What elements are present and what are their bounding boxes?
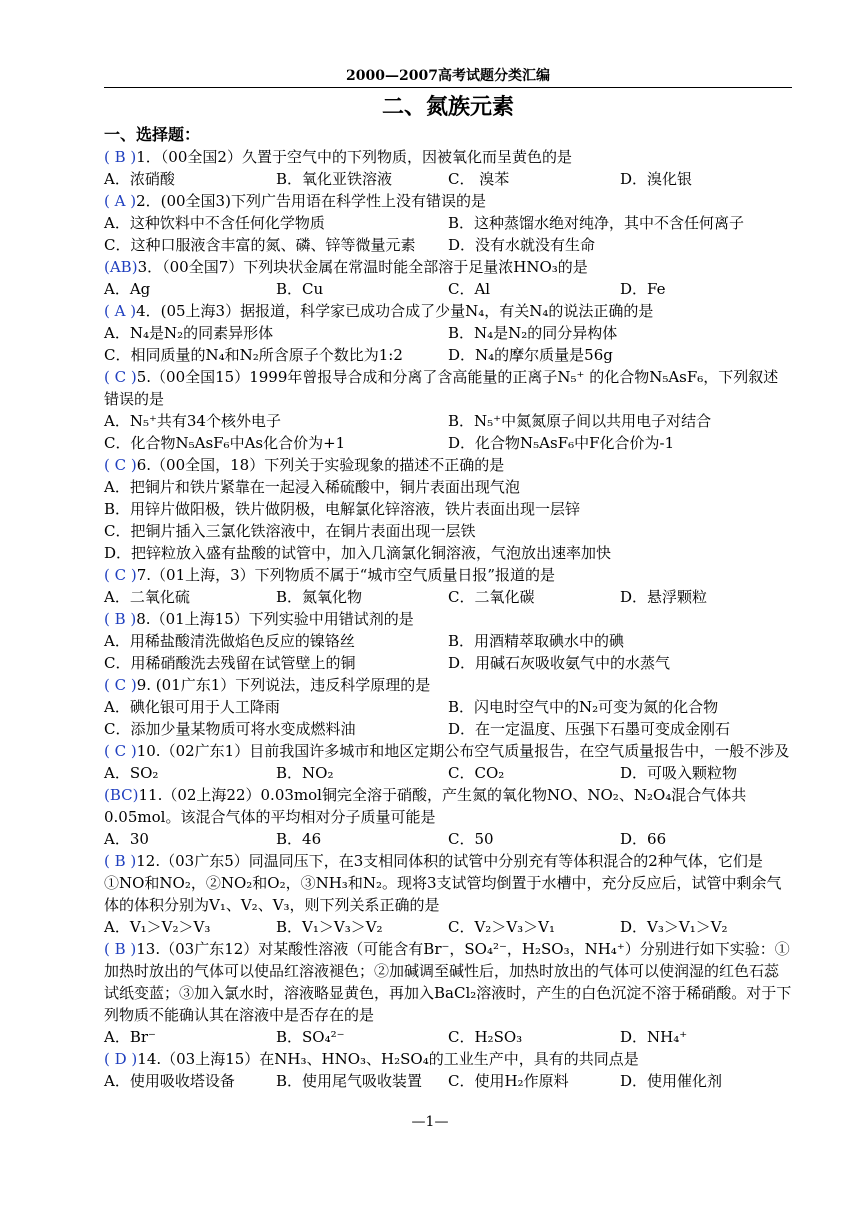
answer-mark: ( D ) — [104, 1050, 138, 1068]
options-row — [104, 652, 792, 674]
question-stem — [104, 850, 792, 916]
question-stem — [104, 366, 792, 410]
answer-mark: ( A ) — [104, 192, 137, 210]
question-item — [104, 608, 792, 674]
answer-mark: (BC) — [104, 786, 139, 804]
question-text: 12.（03广东5）同温同压下，在3支相同体积的试管中分别充有等体积混合的2种气体，它们是①NO和NO₂，②NO₂和O₂，③NH₃和N₂。现将3支试管均倒置于水槽中，充分反应后，试管中剩余气体的体积分别为V₁、V₂、V₃，则下列关系正确的是 — [104, 852, 782, 914]
option: A．用稀盐酸清洗做焰色反应的镍铬丝 — [104, 632, 355, 650]
option: A．N₅⁺共有34个核外电子 — [104, 412, 281, 430]
option: B．闪电时空气中的N₂可变为氮的化合物 — [448, 698, 719, 716]
question-list — [104, 146, 792, 1092]
options-row — [104, 168, 792, 190]
question-stem — [104, 608, 792, 630]
option: A．SO₂ — [104, 764, 159, 782]
option: C．添加少量某物质可将水变成燃料油 — [104, 720, 356, 738]
question-text: 10.（02广东1）目前我国许多城市和地区定期公布空气质量报告，在空气质量报告中，一般不涉及 — [136, 742, 790, 760]
option: C．使用H₂作原料 — [448, 1072, 569, 1090]
options-row — [104, 916, 792, 938]
option: B．用锌片做阳极，铁片做阴极，电解氯化锌溶液，铁片表面出现一层锌 — [104, 500, 581, 518]
options-row — [104, 718, 792, 740]
question-item — [104, 674, 792, 740]
question-item — [104, 1048, 792, 1092]
options-row — [104, 234, 792, 256]
question-stem — [104, 784, 792, 828]
option: B．N₄是N₂的同分异构体 — [448, 324, 618, 342]
question-text: 6.（00全国，18）下列关于实验现象的描述不正确的是 — [136, 456, 505, 474]
question-stem — [104, 256, 792, 278]
option: B．氮氧化物 — [276, 588, 363, 606]
question-text: 11.（02上海22）0.03mol铜完全溶于硝酸，产生氮的氧化物NO、NO₂、N₂O₄混合气体共0.05mol。该混合气体的平均相对分子质量可能是 — [104, 786, 747, 826]
options-row — [104, 498, 792, 520]
question-stem — [104, 454, 792, 476]
options-row — [104, 696, 792, 718]
option: A．N₄是N₂的同素异形体 — [104, 324, 274, 342]
options-row — [104, 586, 792, 608]
question-item — [104, 190, 792, 256]
options-row — [104, 630, 792, 652]
question-text: 4．(05上海3）据报道，科学家已成功合成了少量N₄，有关N₄的说法正确的是 — [136, 302, 654, 320]
option: C．CO₂ — [448, 764, 505, 782]
options-row — [104, 410, 792, 432]
option: C．H₂SO₃ — [448, 1028, 523, 1046]
answer-mark: ( C ) — [104, 368, 137, 386]
option: D．溴化银 — [620, 170, 693, 188]
section-heading: 一、选择题： — [104, 125, 201, 144]
options-row — [104, 278, 792, 300]
question-item — [104, 366, 792, 454]
answer-mark: ( B ) — [104, 148, 137, 166]
question-text: 5.（00全国15）1999年曾报导合成和分离了含高能量的正离子N₅⁺ 的化合物N₅AsF₆，下列叙述错误的是 — [104, 368, 779, 408]
answer-mark: ( B ) — [104, 852, 137, 870]
option: A．二氧化硫 — [104, 588, 190, 606]
question-item — [104, 454, 792, 564]
option: D．N₄的摩尔质量是56g — [448, 346, 613, 364]
question-stem — [104, 740, 792, 762]
question-text: 13.（03广东12）对某酸性溶液（可能含有Br⁻，SO₄²⁻，H₂SO₃，NH₄⁺）分别进行如下实验：①加热时放出的气体可以使品红溶液褪色；②加碱调至碱性后，加热时放出的气体可以使润湿的红色石蕊试纸变蓝；③加入氯水时，溶液略显黄色，再加入BaCl₂溶液时，产生的白色沉淀不溶于稀硝酸。对于下列物质不能确认其在溶液中是否存在的是 — [104, 940, 792, 1024]
options-row — [104, 1070, 792, 1092]
question-text: 3．（00全国7）下列块状金属在常温时能全部溶于足量浓HNO₃的是 — [137, 258, 588, 276]
question-stem — [104, 190, 792, 212]
option: A．30 — [104, 830, 149, 848]
options-row — [104, 828, 792, 850]
option: D．把锌粒放入盛有盐酸的试管中，加入几滴氯化铜溶液，气泡放出速率加快 — [104, 544, 612, 562]
options-row — [104, 542, 792, 564]
question-stem — [104, 1048, 792, 1070]
answer-mark: ( C ) — [104, 742, 137, 760]
option: D．66 — [620, 830, 667, 848]
option: D．化合物N₅AsF₆中F化合价为-1 — [448, 434, 675, 452]
question-item — [104, 938, 792, 1048]
question-text: 1．（00全国2）久置于空气中的下列物质，因被氧化而呈黄色的是 — [136, 148, 572, 166]
option: D．用碱石灰吸收氨气中的水蒸气 — [448, 654, 671, 672]
option: B．V₁＞V₃＞V₂ — [276, 918, 383, 936]
question-item — [104, 564, 792, 608]
option: C．二氧化碳 — [448, 588, 535, 606]
answer-mark: ( B ) — [104, 940, 137, 958]
answer-mark: ( A ) — [104, 302, 137, 320]
option: C．把铜片插入三氯化铁溶液中，在铜片表面出现一层铁 — [104, 522, 476, 540]
question-text: 2．(00全国3)下列广告用语在科学性上没有错误的是 — [136, 192, 486, 210]
question-item — [104, 256, 792, 300]
option: A．浓硝酸 — [104, 170, 175, 188]
options-row — [104, 1026, 792, 1048]
option: D．Fe — [620, 280, 666, 298]
option: B．氧化亚铁溶液 — [276, 170, 393, 188]
option: C． 溴苯 — [448, 170, 510, 188]
option: D．没有水就没有生命 — [448, 236, 596, 254]
option: B．NO₂ — [276, 764, 334, 782]
page-title: 二、氮族元素 — [381, 94, 514, 120]
question-item — [104, 300, 792, 366]
option: B．这种蒸馏水绝对纯净，其中不含任何离子 — [448, 214, 745, 232]
question-item — [104, 850, 792, 938]
page-number: —1— — [411, 1114, 449, 1130]
option: C．V₂＞V₃＞V₁ — [448, 918, 556, 936]
question-stem — [104, 300, 792, 322]
question-text: 7.（01上海，3）下列物质不属于“城市空气质量日报”报道的是 — [136, 566, 556, 584]
question-item — [104, 784, 792, 850]
question-text: 9. (01广东1）下列说法，违反科学原理的是 — [136, 676, 431, 694]
options-row — [104, 322, 792, 344]
option: B．N₅⁺中氮氮原子间以共用电子对结合 — [448, 412, 712, 430]
options-row — [104, 476, 792, 498]
options-row — [104, 212, 792, 234]
option: D．悬浮颗粒 — [620, 588, 708, 606]
option: D．NH₄⁺ — [620, 1028, 688, 1046]
document-page — [104, 66, 792, 1092]
option: C．用稀硝酸洗去残留在试管壁上的铜 — [104, 654, 356, 672]
options-row — [104, 344, 792, 366]
option: C．Al — [448, 280, 491, 298]
option: B．46 — [276, 830, 322, 848]
options-row — [104, 762, 792, 784]
option: A．V₁＞V₂＞V₃ — [104, 918, 211, 936]
option: C．这种口服液含丰富的氮、磷、锌等微量元素 — [104, 236, 416, 254]
option: C．相同质量的N₄和N₂所含原子个数比为1:2 — [104, 346, 403, 364]
option: C．50 — [448, 830, 494, 848]
option: B．Cu — [276, 280, 324, 298]
answer-mark: ( C ) — [104, 456, 137, 474]
option: C．化合物N₅AsF₆中As化合价为+1 — [104, 434, 346, 452]
question-item — [104, 740, 792, 784]
options-row — [104, 520, 792, 542]
answer-mark: ( B ) — [104, 610, 137, 628]
option: B．使用尾气吸收装置 — [276, 1072, 423, 1090]
option: D．V₃＞V₁＞V₂ — [620, 918, 728, 936]
option: A．使用吸收塔设备 — [104, 1072, 235, 1090]
options-row — [104, 432, 792, 454]
question-text: 8.（01上海15）下列实验中用错试剂的是 — [136, 610, 414, 628]
answer-mark: ( C ) — [104, 676, 137, 694]
question-stem — [104, 674, 792, 696]
option: D．使用催化剂 — [620, 1072, 723, 1090]
question-text: 14.（03上海15）在NH₃、HNO₃、H₂SO₄的工业生产中，具有的共同点是 — [137, 1050, 639, 1068]
answer-mark: (AB) — [104, 258, 138, 276]
option: A．把铜片和铁片紧靠在一起浸入稀硫酸中，铜片表面出现气泡 — [104, 478, 520, 496]
option: B．用酒精萃取碘水中的碘 — [448, 632, 625, 650]
option: A．Ag — [104, 280, 151, 298]
option: D．可吸入颗粒物 — [620, 764, 738, 782]
question-stem — [104, 938, 792, 1026]
option: B．SO₄²⁻ — [276, 1028, 345, 1046]
question-stem — [104, 564, 792, 586]
option: A．这种饮料中不含任何化学物质 — [104, 214, 325, 232]
running-header: 2000—2007高考试题分类汇编 — [104, 66, 792, 88]
option: A．Br⁻ — [104, 1028, 156, 1046]
option: D．在一定温度、压强下石墨可变成金刚石 — [448, 720, 731, 738]
question-item — [104, 146, 792, 190]
option: A．碘化银可用于人工降雨 — [104, 698, 280, 716]
answer-mark: ( C ) — [104, 566, 137, 584]
question-stem — [104, 146, 792, 168]
